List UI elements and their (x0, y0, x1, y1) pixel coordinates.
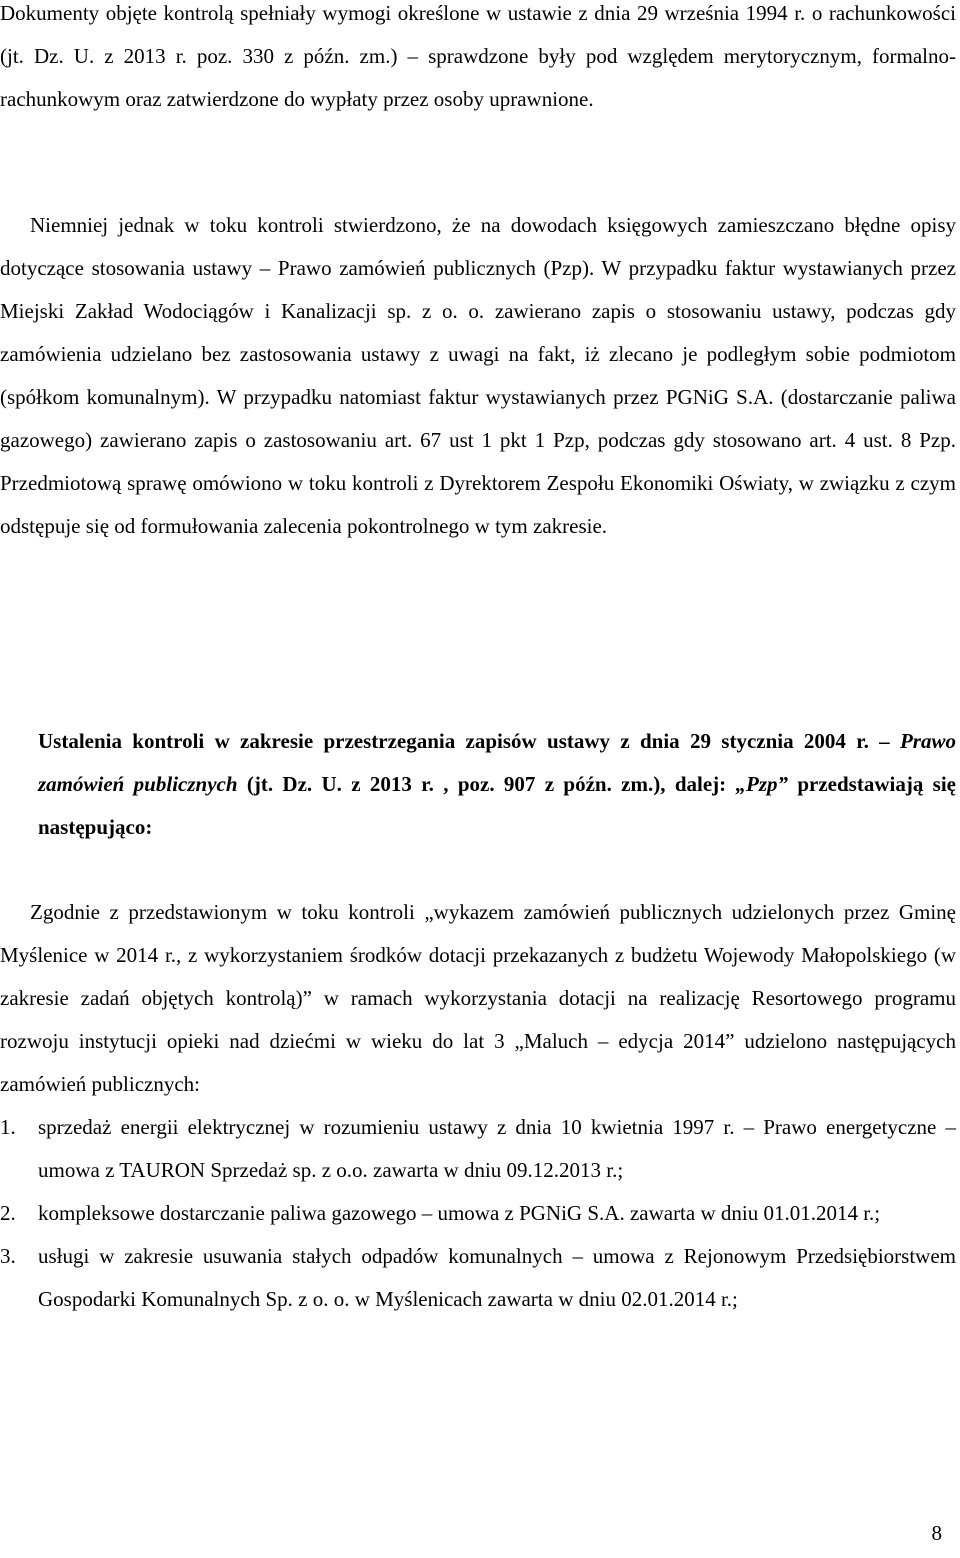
list-item-text: kompleksowe dostarczanie paliwa gazowego – umowa z PGNiG S.A. zawarta w dniu 01.01.2014 r.; (38, 1201, 881, 1225)
procurement-list (0, 1106, 956, 1321)
list-item-index: 3. (0, 1244, 16, 1268)
list-item (0, 1106, 956, 1192)
paragraph-procurement-findings: Niemniej jednak w toku kontroli stwierdzono, że na dowodach księgowych zamieszczano błędne opisy dotyczące stosowania ustawy – Prawo zamówień publicznych (Pzp). W przypadku faktur wystawianych przez Miejski Zakład Wodociągów i Kanalizacji sp. z o. o. zawierano zapis o stosowaniu ustawy, podczas gdy zamówienia udzielano bez zastosowania ustawy z uwagi na fakt, iż zlecano je podległym sobie podmiotom (spółkom komunalnym). W przypadku natomiast faktur wystawianych przez PGNiG S.A. (dostarczanie paliwa gazowego) zawierano zapis o zastosowaniu art. 67 ust 1 pkt 1 Pzp, podczas gdy stosowano art. 4 ust. 8 Pzp. Przedmiotową sprawę omówiono w toku kontroli z Dyrektorem Zespołu Ekonomiki Oświaty, w związku z czym odstępuje się od formułowania zalecenia pokontrolnego w tym zakresie. (0, 213, 956, 538)
section-heading-part1: Ustalenia kontroli w zakresie przestrzegania zapisów ustawy z dnia 29 stycznia 2004 r. – (38, 729, 900, 753)
list-item-index: 1. (0, 1115, 16, 1139)
section-heading-part2: (jt. Dz. U. z 2013 r. , poz. 907 z późn. zm.), dalej: (237, 772, 736, 796)
section-heading-text (0, 720, 956, 849)
section-number (0, 720, 38, 763)
section-heading-abbreviation: „Pzp” (735, 772, 788, 796)
section-heading-law-title: Prawo zamówień publicznych (38, 729, 956, 796)
paragraph-accounting-compliance: Dokumenty objęte kontrolą spełniały wymogi określone w ustawie z dnia 29 września 1994 r. o rachunkowości (jt. Dz. U. z 2013 r. poz. 330 z późn. zm.) – sprawdzone były pod względem merytorycznym, formalno-rachunkowym oraz zatwierdzone do wypłaty przez osoby uprawnione. (0, 1, 956, 111)
paragraph-procurement-list-intro: Zgodnie z przedstawionym w toku kontroli „wykazem zamówień publicznych udzielonych przez Gminę Myślenice w 2014 r., z wykorzystaniem środków dotacji przekazanych z budżetu Wojewody Małopolskiego (w zakresie zadań objętych kontrolą)” w ramach wykorzystania dotacji na realizację Resortowego programu rozwoju instytucji opieki nad dziećmi w wieku do lat 3 „Maluch – edycja 2014” udzielono następujących zamówień publicznych: (0, 900, 956, 1096)
section-heading-ii (0, 720, 956, 849)
list-item-text: usługi w zakresie usuwania stałych odpadów komunalnych – umowa z Rejonowym Przedsiębiorstwem Gospodarki Komunalnych Sp. z o. o. w Myślenicach zawarta w dniu 02.01.2014 r.; (38, 1244, 956, 1311)
page-number: 8 (931, 1521, 942, 1545)
section-heading-part3: przedstawiają się następująco: (38, 772, 956, 839)
list-item (0, 1235, 956, 1321)
list-item-index: 2. (0, 1201, 16, 1225)
list-item-text: sprzedaż energii elektrycznej w rozumieniu ustawy z dnia 10 kwietnia 1997 r. – Prawo energetyczne – umowa z TAURON Sprzedaż sp. z o.o. zawarta w dniu 09.12.2013 r.; (38, 1115, 956, 1182)
list-item (0, 1192, 956, 1235)
